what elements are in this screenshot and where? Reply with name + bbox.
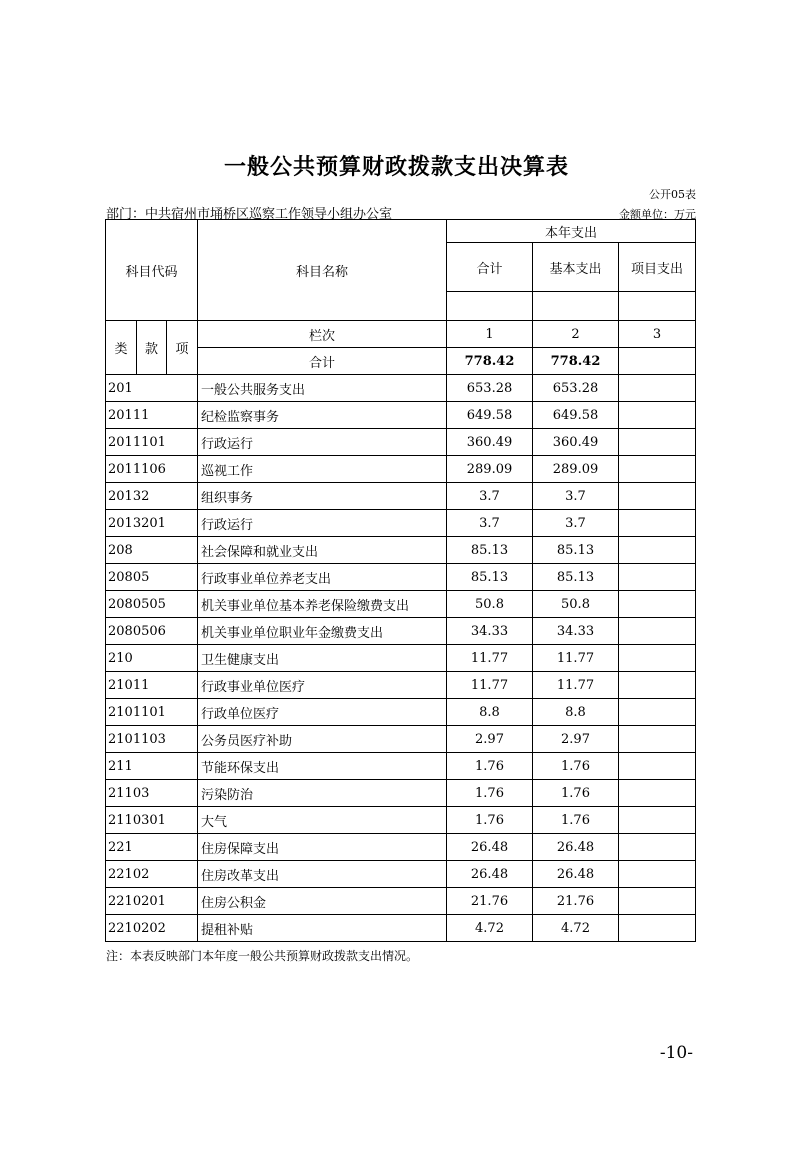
row-total: 50.8 (447, 591, 533, 618)
table-row (106, 672, 696, 699)
table-row (106, 726, 696, 753)
row-project (619, 834, 696, 861)
row-name: 住房保障支出 (198, 834, 447, 861)
row-project (619, 726, 696, 753)
table-row (106, 888, 696, 915)
table-row (106, 915, 696, 942)
header-lei: 类 (106, 321, 137, 375)
table-row (106, 591, 696, 618)
row-basic: 360.49 (533, 429, 619, 456)
row-total: 2.97 (447, 726, 533, 753)
row-project (619, 564, 696, 591)
row-basic: 4.72 (533, 915, 619, 942)
row-basic: 1.76 (533, 753, 619, 780)
table-row (106, 699, 696, 726)
row-project (619, 483, 696, 510)
row-name: 节能环保支出 (198, 753, 447, 780)
row-project (619, 537, 696, 564)
row-code: 20132 (106, 483, 198, 510)
row-name: 卫生健康支出 (198, 645, 447, 672)
row-total: 289.09 (447, 456, 533, 483)
row-total: 1.76 (447, 807, 533, 834)
row-basic: 653.28 (533, 375, 619, 402)
column-order-1: 1 (447, 321, 533, 348)
row-total: 85.13 (447, 564, 533, 591)
row-project (619, 672, 696, 699)
column-order-row (106, 321, 696, 348)
sum-label: 合计 (198, 348, 447, 375)
table-row (106, 456, 696, 483)
table-row (106, 537, 696, 564)
table-row (106, 564, 696, 591)
row-total: 649.58 (447, 402, 533, 429)
row-name: 社会保障和就业支出 (198, 537, 447, 564)
header-spacer-basic (533, 292, 619, 321)
row-basic: 649.58 (533, 402, 619, 429)
row-name: 大气 (198, 807, 447, 834)
row-code: 2013201 (106, 510, 198, 537)
header-basic: 基本支出 (533, 243, 619, 292)
row-total: 21.76 (447, 888, 533, 915)
row-project (619, 456, 696, 483)
header-kuan: 款 (137, 321, 167, 375)
row-project (619, 807, 696, 834)
row-basic: 2.97 (533, 726, 619, 753)
table-row (106, 483, 696, 510)
row-code: 2011106 (106, 456, 198, 483)
row-name: 行政运行 (198, 429, 447, 456)
row-basic: 34.33 (533, 618, 619, 645)
unit-label: 金额单位：万元 (619, 208, 696, 221)
row-code: 2210201 (106, 888, 198, 915)
row-total: 34.33 (447, 618, 533, 645)
header-name: 科目名称 (198, 220, 447, 321)
page-number: -10- (659, 1043, 693, 1063)
table-row (106, 375, 696, 402)
row-basic: 26.48 (533, 834, 619, 861)
row-project (619, 753, 696, 780)
row-total: 653.28 (447, 375, 533, 402)
row-project (619, 780, 696, 807)
row-basic: 21.76 (533, 888, 619, 915)
row-total: 4.72 (447, 915, 533, 942)
header-spacer-project (619, 292, 696, 321)
row-basic: 11.77 (533, 645, 619, 672)
row-code: 20805 (106, 564, 198, 591)
table-row (106, 807, 696, 834)
row-code: 221 (106, 834, 198, 861)
row-code: 2080506 (106, 618, 198, 645)
row-project (619, 591, 696, 618)
row-code: 2011101 (106, 429, 198, 456)
row-total: 26.48 (447, 834, 533, 861)
row-basic: 1.76 (533, 780, 619, 807)
row-basic: 1.76 (533, 807, 619, 834)
row-project (619, 375, 696, 402)
table-note: 注：本表反映部门本年度一般公共预算财政拨款支出情况。 (106, 949, 419, 963)
row-code: 2101103 (106, 726, 198, 753)
header-xiang: 项 (167, 321, 198, 375)
column-order-2: 2 (533, 321, 619, 348)
row-project (619, 915, 696, 942)
row-total: 3.7 (447, 483, 533, 510)
row-project (619, 699, 696, 726)
row-project (619, 861, 696, 888)
department-label: 部门：中共宿州市埇桥区巡察工作领导小组办公室 (106, 207, 393, 222)
row-code: 201 (106, 375, 198, 402)
row-code: 210 (106, 645, 198, 672)
header-code: 科目代码 (106, 220, 198, 321)
row-total: 11.77 (447, 645, 533, 672)
row-basic: 289.09 (533, 456, 619, 483)
row-total: 8.8 (447, 699, 533, 726)
row-project (619, 510, 696, 537)
row-code: 21011 (106, 672, 198, 699)
row-code: 2101101 (106, 699, 198, 726)
row-project (619, 402, 696, 429)
table-row (106, 402, 696, 429)
header-spacer-total (447, 292, 533, 321)
header-current-year: 本年支出 (447, 220, 696, 243)
expenditure-table (105, 219, 696, 942)
row-total: 85.13 (447, 537, 533, 564)
row-code: 22102 (106, 861, 198, 888)
table-row (106, 618, 696, 645)
row-project (619, 888, 696, 915)
row-basic: 50.8 (533, 591, 619, 618)
row-name: 巡视工作 (198, 456, 447, 483)
row-basic: 26.48 (533, 861, 619, 888)
row-name: 组织事务 (198, 483, 447, 510)
row-code: 20111 (106, 402, 198, 429)
row-name: 机关事业单位基本养老保险缴费支出 (198, 591, 447, 618)
page-title: 一般公共预算财政拨款支出决算表 (223, 154, 569, 180)
row-name: 行政单位医疗 (198, 699, 447, 726)
row-basic: 85.13 (533, 564, 619, 591)
header-total: 合计 (447, 243, 533, 292)
row-basic: 8.8 (533, 699, 619, 726)
row-total: 1.76 (447, 780, 533, 807)
row-name: 一般公共服务支出 (198, 375, 447, 402)
row-basic: 11.77 (533, 672, 619, 699)
row-name: 污染防治 (198, 780, 447, 807)
form-number: 公开05表 (649, 188, 696, 201)
header-project: 项目支出 (619, 243, 696, 292)
column-order-label: 栏次 (198, 321, 447, 348)
table-row (106, 645, 696, 672)
table-row (106, 429, 696, 456)
row-name: 行政事业单位养老支出 (198, 564, 447, 591)
row-total: 360.49 (447, 429, 533, 456)
row-basic: 3.7 (533, 510, 619, 537)
row-name: 提租补贴 (198, 915, 447, 942)
column-order-3: 3 (619, 321, 696, 348)
row-code: 208 (106, 537, 198, 564)
row-name: 行政事业单位医疗 (198, 672, 447, 699)
row-project (619, 618, 696, 645)
row-name: 纪检监察事务 (198, 402, 447, 429)
header-row-1 (106, 220, 696, 243)
row-name: 行政运行 (198, 510, 447, 537)
sum-project (619, 348, 696, 375)
row-code: 2110301 (106, 807, 198, 834)
table-row (106, 780, 696, 807)
row-total: 1.76 (447, 753, 533, 780)
table-row (106, 753, 696, 780)
row-name: 住房公积金 (198, 888, 447, 915)
sum-basic: 778.42 (533, 348, 619, 375)
row-basic: 85.13 (533, 537, 619, 564)
table-row (106, 510, 696, 537)
row-total: 3.7 (447, 510, 533, 537)
row-name: 机关事业单位职业年金缴费支出 (198, 618, 447, 645)
row-name: 公务员医疗补助 (198, 726, 447, 753)
row-code: 211 (106, 753, 198, 780)
row-project (619, 645, 696, 672)
sum-total: 778.42 (447, 348, 533, 375)
row-name: 住房改革支出 (198, 861, 447, 888)
row-total: 26.48 (447, 861, 533, 888)
row-total: 11.77 (447, 672, 533, 699)
row-basic: 3.7 (533, 483, 619, 510)
row-project (619, 429, 696, 456)
table-row (106, 834, 696, 861)
row-code: 21103 (106, 780, 198, 807)
row-code: 2210202 (106, 915, 198, 942)
table-row (106, 861, 696, 888)
row-code: 2080505 (106, 591, 198, 618)
